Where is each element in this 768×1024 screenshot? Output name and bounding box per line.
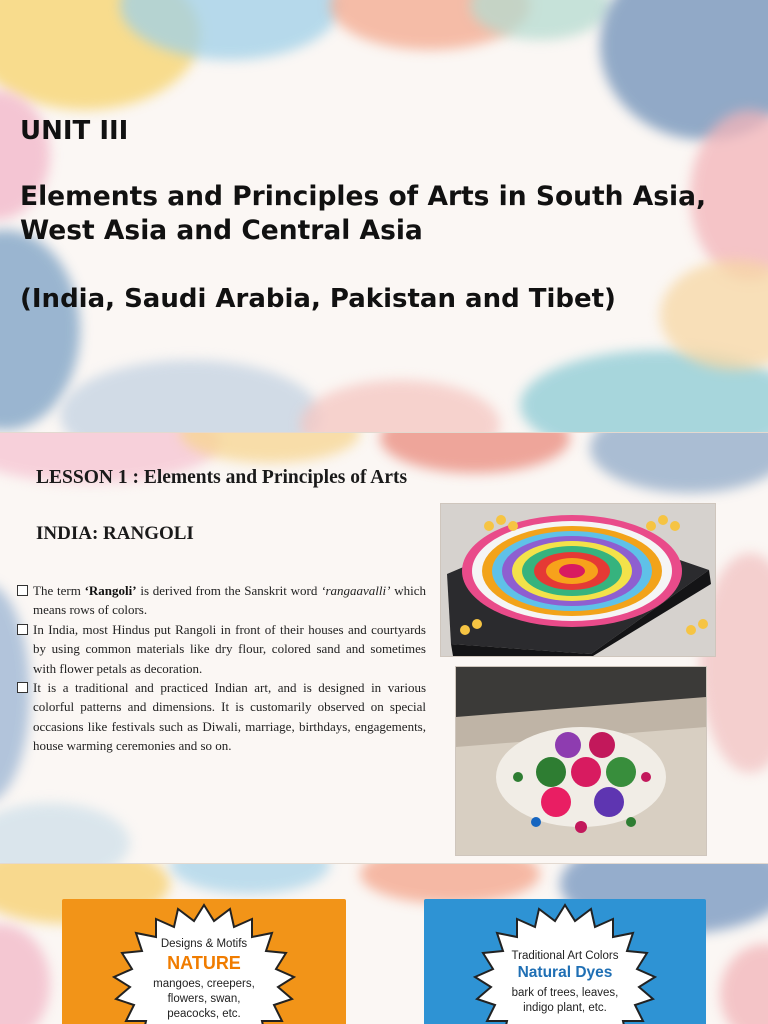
watercolor-blob: [360, 864, 540, 904]
rangoli-floor-photo: [455, 666, 707, 856]
unit-heading: UNIT III: [20, 116, 129, 146]
designs-motifs-card: [62, 899, 346, 1024]
card-line: peacocks, etc.: [167, 1008, 241, 1020]
rangoli-illustration: [441, 504, 715, 656]
term-rangaavalli: ‘rangaavalli’: [321, 583, 391, 598]
bullet-item: The term ‘Rangoli’ is derived from the Sanskrit word ‘rangaavalli’ which means rows of colors.: [16, 581, 426, 620]
card-line: indigo plant, etc.: [523, 1002, 607, 1014]
card-label: Designs & Motifs: [160, 938, 248, 950]
watercolor-blob: [380, 433, 570, 473]
slide-title: Elements and Principles of Arts in South Asia, West Asia and Central Asia: [20, 181, 707, 246]
card-line: bark of trees, leaves,: [511, 987, 619, 999]
watercolor-blob: [170, 864, 330, 894]
card-line: flowers, swan,: [167, 993, 241, 1005]
card-heading: Natural Dyes: [517, 964, 613, 981]
slide-subtitle: (India, Saudi Arabia, Pakistan and Tibet): [20, 284, 616, 314]
watercolor-blob: [0, 924, 50, 1024]
rangoli-floor-illustration: [456, 667, 706, 855]
lesson-heading: LESSON 1 : Elements and Principles of Arts: [36, 467, 408, 488]
checkbox-bullet-icon: [17, 624, 28, 635]
title-slide: [0, 0, 768, 432]
bullet-list: [16, 581, 426, 756]
lesson-slide: [0, 433, 768, 863]
rangoli-facts-slide: [0, 864, 768, 1024]
card-label: Traditional Art Colors: [511, 950, 619, 962]
bullet-item: In India, most Hindus put Rangoli in front of their houses and courtyards by using common materials like dry flour, colored sand and sometimes with flower petals as decoration.: [16, 620, 426, 678]
rangoli-photo-diyas: [440, 503, 716, 657]
watercolor-blob: [300, 380, 500, 432]
card-line: mangoes, creepers,: [153, 978, 255, 990]
card-heading: NATURE: [167, 953, 241, 973]
watercolor-blob: [590, 433, 768, 493]
checkbox-bullet-icon: [17, 682, 28, 693]
section-heading: INDIA: RANGOLI: [36, 523, 194, 544]
art-colors-card: [424, 899, 706, 1024]
term-rangoli: ‘Rangoli’: [84, 583, 137, 598]
bullet-item: It is a traditional and practiced Indian art, and is designed in various colorful patterns and dimensions. It is customarily observed on special occasions like festivals such as Diwali, marriage, birthdays, engagements, house warming ceremonies and so on.: [16, 678, 426, 756]
watercolor-blob: [0, 803, 130, 863]
watercolor-blob: [720, 944, 768, 1024]
checkbox-bullet-icon: [17, 585, 28, 596]
watercolor-blob: [60, 360, 320, 432]
